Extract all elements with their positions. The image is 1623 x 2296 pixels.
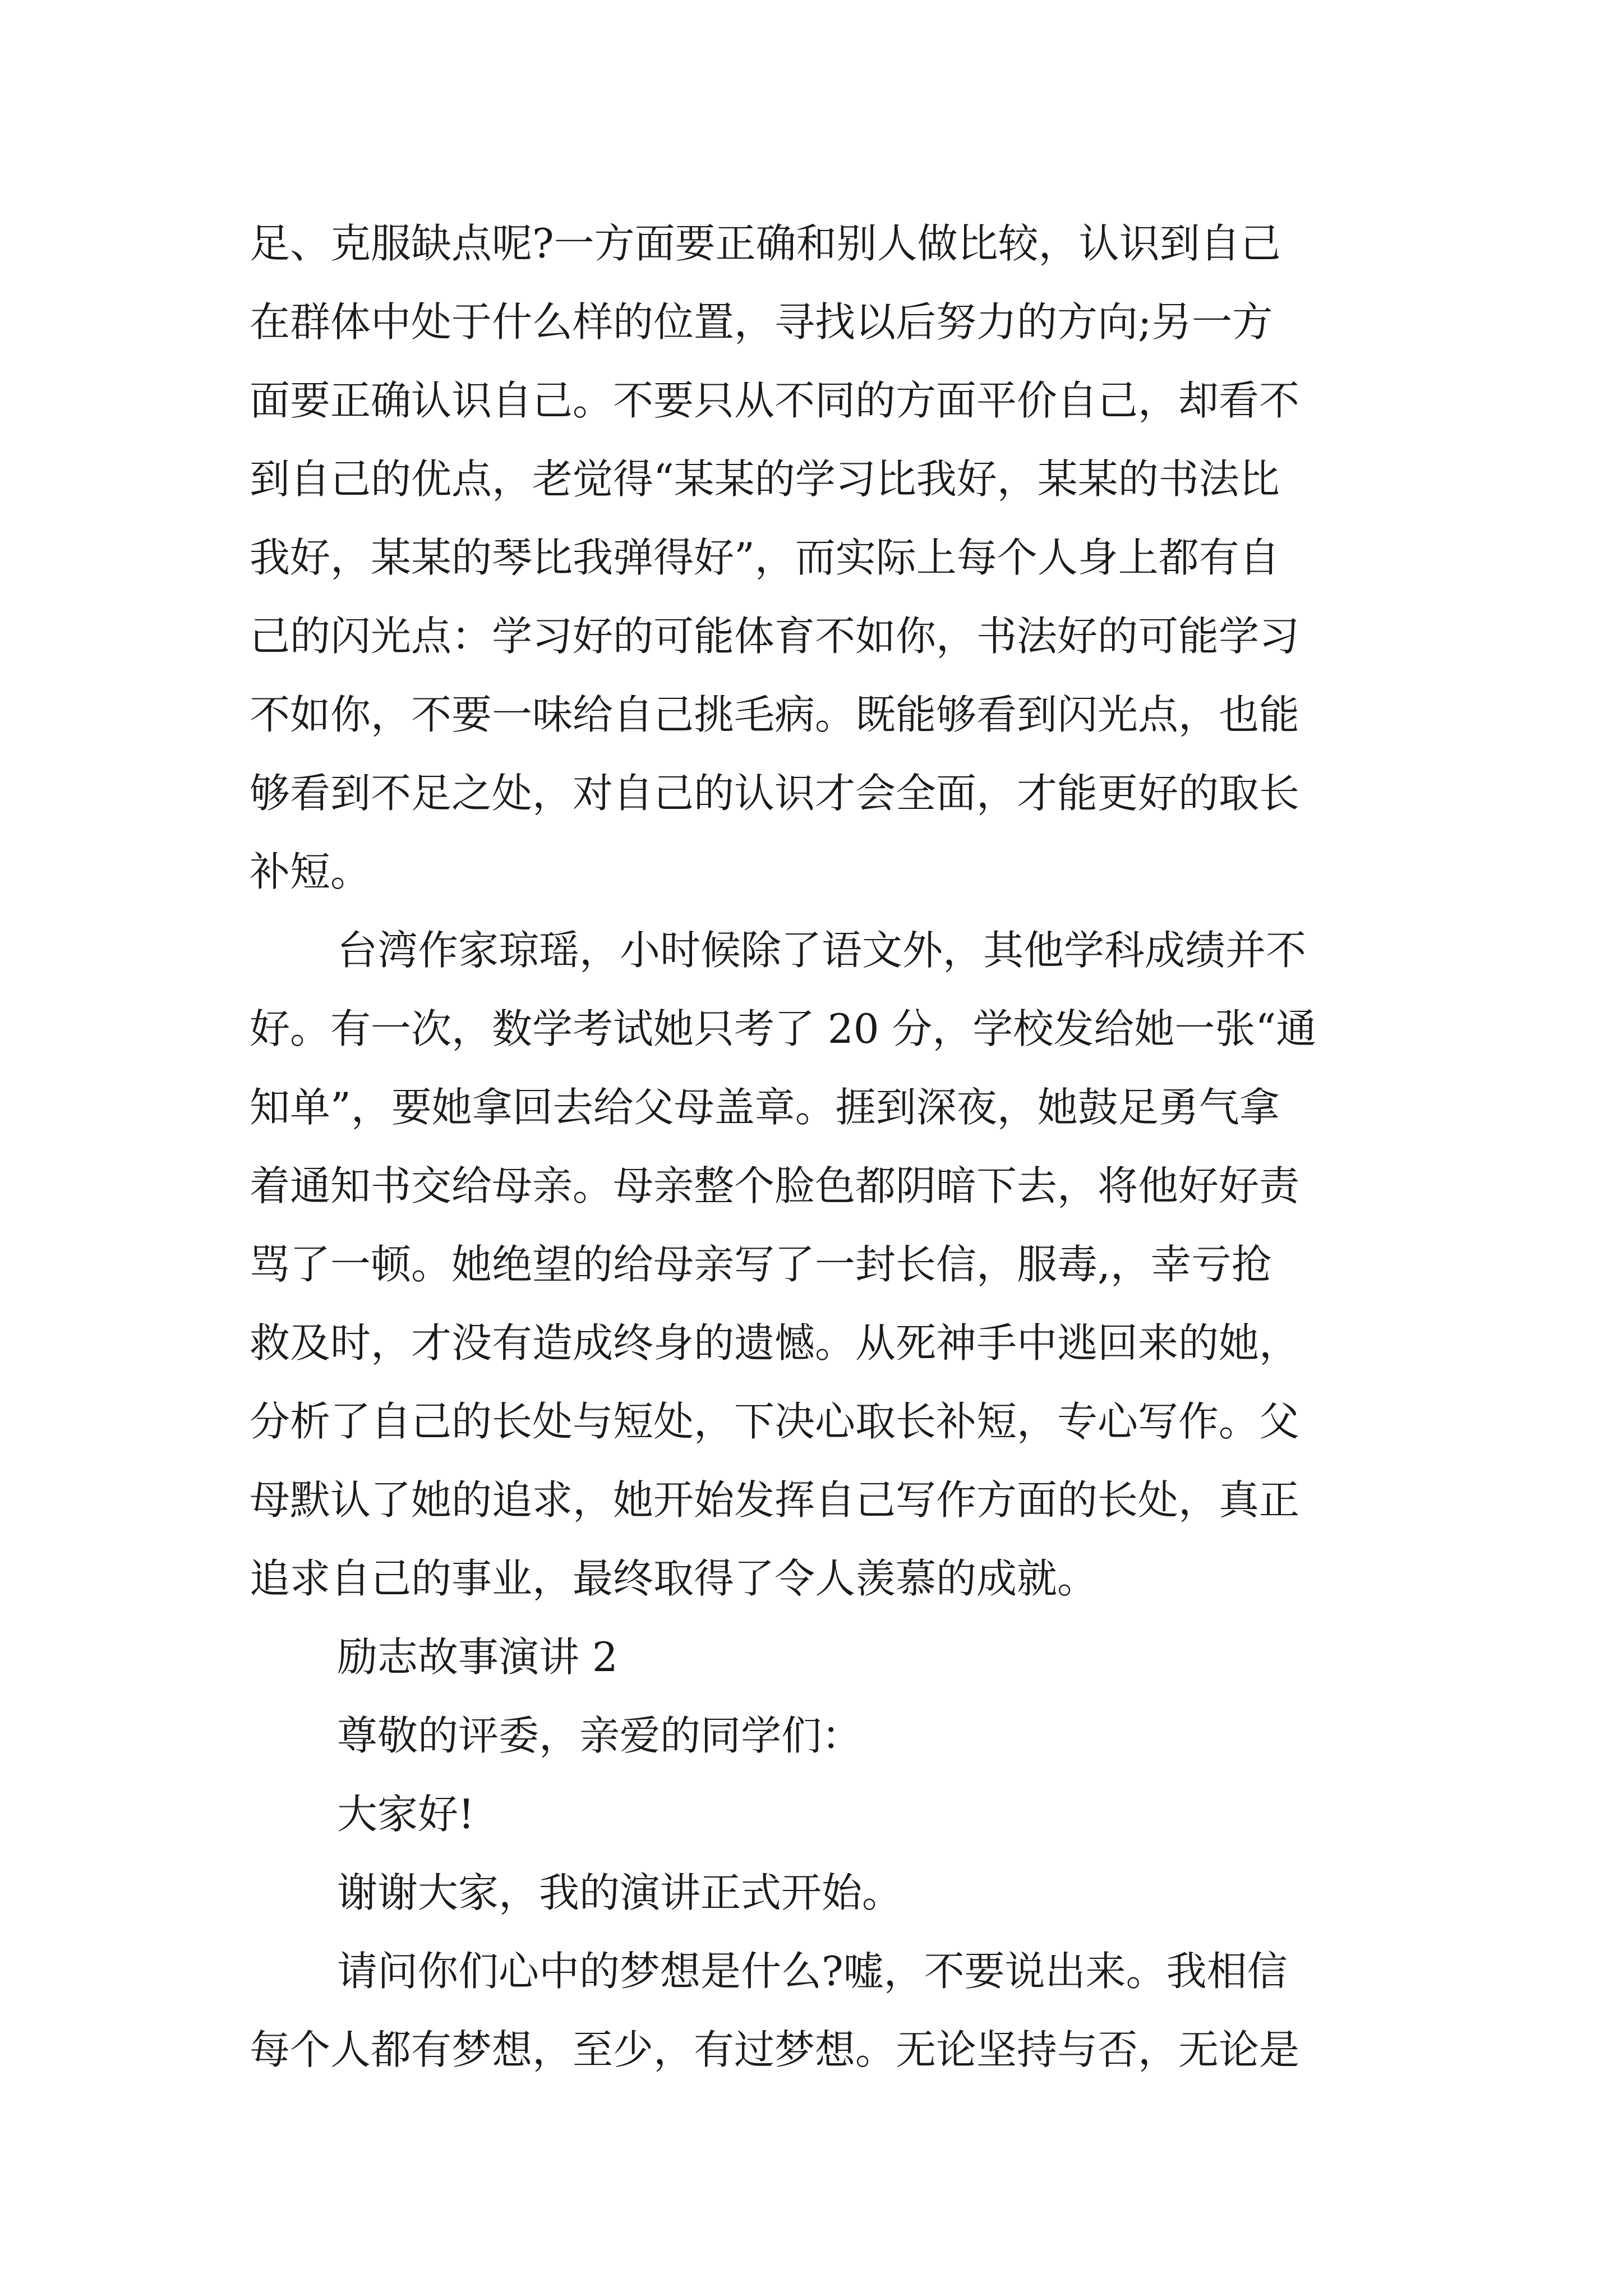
text-line: 够看到不足之处，对自己的认识才会全面，才能更好的取长 (250, 770, 1300, 817)
text-line: 到自己的优点，老觉得“某某的学习比我好，某某的书法比 (250, 455, 1280, 503)
text-line: 着通知书交给母亲。母亲整个脸色都阴暗下去，将他好好责 (250, 1162, 1300, 1209)
text-line: 骂了一顿。她绝望的给母亲写了一封长信，服毒,，幸亏抢 (250, 1241, 1272, 1288)
text-line: 我好，某某的琴比我弹得好”，而实际上每个人身上都有自 (250, 534, 1280, 581)
text-line: 追求自己的事业，最终取得了令人羡慕的成就。 (250, 1555, 1098, 1602)
text-line: 母默认了她的追求，她开始发挥自己写作方面的长处，真正 (250, 1476, 1300, 1524)
text-line: 足、克服缺点呢?一方面要正确和别人做比较，认识到自己 (250, 220, 1281, 267)
text-line: 面要正确认识自己。不要只从不同的方面平价自己，却看不 (250, 377, 1300, 424)
text-line: 在群体中处于什么样的位置，寻找以后努力的方向;另一方 (250, 298, 1273, 346)
body-text (250, 220, 1422, 2105)
paragraph (250, 220, 1422, 927)
paragraph (250, 1948, 1422, 2105)
text-line: 不如你，不要一味给自己挑毛病。既能够看到闪光点，也能 (250, 691, 1300, 738)
text-line: 大家好! (337, 1791, 474, 1838)
text-line: 知单”，要她拿回去给父母盖章。捱到深夜，她鼓足勇气拿 (250, 1084, 1280, 1131)
text-line: 请问你们心中的梦想是什么?嘘，不要说出来。我相信 (337, 1948, 1288, 1995)
text-line: 谢谢大家，我的演讲正式开始。 (337, 1869, 903, 1916)
text-line: 台湾作家琼瑶，小时候除了语文外，其他学科成绩并不 (337, 927, 1307, 974)
text-line: 尊敬的评委，亲爱的同学们： (337, 1712, 863, 1759)
text-line: 补短。 (250, 848, 371, 895)
section-heading (250, 1634, 1422, 1712)
text-line: 己的闪光点：学习好的可能体育不如你，书法好的可能学习 (250, 613, 1300, 660)
text-line: 分析了自己的长处与短处，下决心取长补短，专心写作。父 (250, 1398, 1300, 1445)
salutation (250, 1712, 1422, 1791)
paragraph (250, 927, 1422, 1634)
text-line: 好。有一次，数学考试她只考了 20 分，学校发给她一张“通 (250, 1005, 1317, 1052)
paragraph (250, 1869, 1422, 1948)
text-line: 励志故事演讲 2 (337, 1634, 618, 1681)
greeting (250, 1791, 1422, 1869)
text-line: 救及时，才没有造成终身的遗憾。从死神手中逃回来的她， (250, 1319, 1300, 1366)
text-line: 每个人都有梦想，至少，有过梦想。无论坚持与否，无论是 (250, 2026, 1300, 2073)
